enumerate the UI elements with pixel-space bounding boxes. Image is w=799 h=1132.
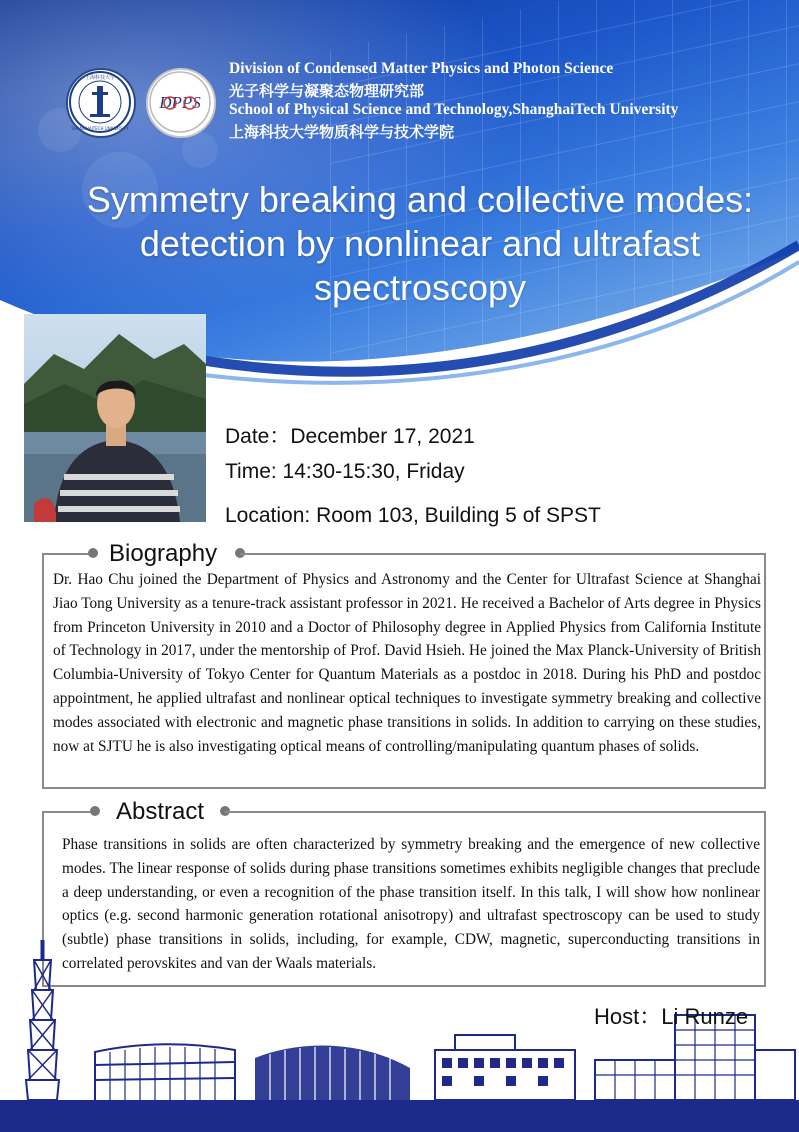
biography-rule-left: [42, 553, 94, 555]
title-line-1: Symmetry breaking and collective modes:: [86, 179, 754, 220]
affiliation-division-en: Division of Condensed Matter Physics and Photon Science: [229, 60, 614, 77]
biography-heading: Biography: [109, 540, 218, 567]
biography-rule-right: [240, 553, 766, 555]
abstract-heading: Abstract: [116, 798, 205, 825]
biography-text: Dr. Hao Chu joined the Department of Physics and Astronomy and the Center for Ultrafast Science at Shanghai Jiao Tong University as a tenure-track assistant professor in 2021. He received a Bachelor of Arts degree in Physics from Princeton University in 2010 and a Doctor of Philosophy degree in Applied Physics from California Institute of Technology in 2017, under the mentorship of Prof. David Hsieh. He joined the Max Planck-University of British Columbia-University of Tokyo Center for Quantum Materials as a postdoc in 2018. During his PhD and postdoc appointment, he applied ultrafast and nonlinear optical techniques to investigate symmetry breaking and collective modes associated with electronic and magnetic phase transitions in solids. In addition to carrying on these studies, now at SJTU he is also investigating optical means of controlling/manipulating quantum phases of solids.: [53, 571, 761, 755]
title-line-2: detection by nonlinear and ultrafast: [139, 223, 701, 264]
affiliation-school-cn: 上海科技大学物质科学与技术学院: [229, 123, 455, 141]
footer-bar: [0, 1100, 799, 1132]
event-location: Location: Room 103, Building 5 of SPST: [225, 504, 601, 527]
biography-dot-left: [88, 548, 98, 558]
title-line-3: spectroscopy: [313, 267, 527, 308]
talk-title: [20, 178, 799, 310]
affiliation-division-cn: 光子科学与凝聚态物理研究部: [229, 82, 425, 100]
seal-text: SHANGHAITECH UNIVERSITY: [71, 126, 129, 131]
dpps-logo-text: DPPS: [159, 93, 201, 112]
dpps-logo-icon: [146, 68, 216, 138]
host-name: Host：Li Runze: [594, 1004, 749, 1029]
affiliation-school-en: School of Physical Science and Technology,ShanghaiTech University: [229, 101, 679, 118]
event-time: Time: 14:30-15:30, Friday: [225, 460, 465, 483]
abstract-rule-right: [225, 811, 766, 813]
event-date: Date：December 17, 2021: [225, 425, 475, 448]
abstract-text: Phase transitions in solids are often characterized by symmetry breaking and the emergence of new collective modes. The linear response of solids during phase transitions sometimes exhibits negligible changes that preclude a deep understanding, or even a recognition of the phase transition itself. In this talk, I will show how nonlinear optics (e.g. second harmonic generation rotational anisotropy) and ultrafast spectroscopy can be used to study (subtle) phase transitions in solids, including, for example, CDW, magnetic, superconducting transitions in correlated perovskites and van der Waals materials.: [62, 836, 760, 972]
speaker-photo: [24, 314, 206, 522]
abstract-rule-left: [42, 811, 94, 813]
svg-text:上海科技大学: 上海科技大学: [84, 75, 116, 81]
abstract-dot-left: [90, 806, 100, 816]
shanghaitech-seal-icon: [66, 68, 136, 138]
